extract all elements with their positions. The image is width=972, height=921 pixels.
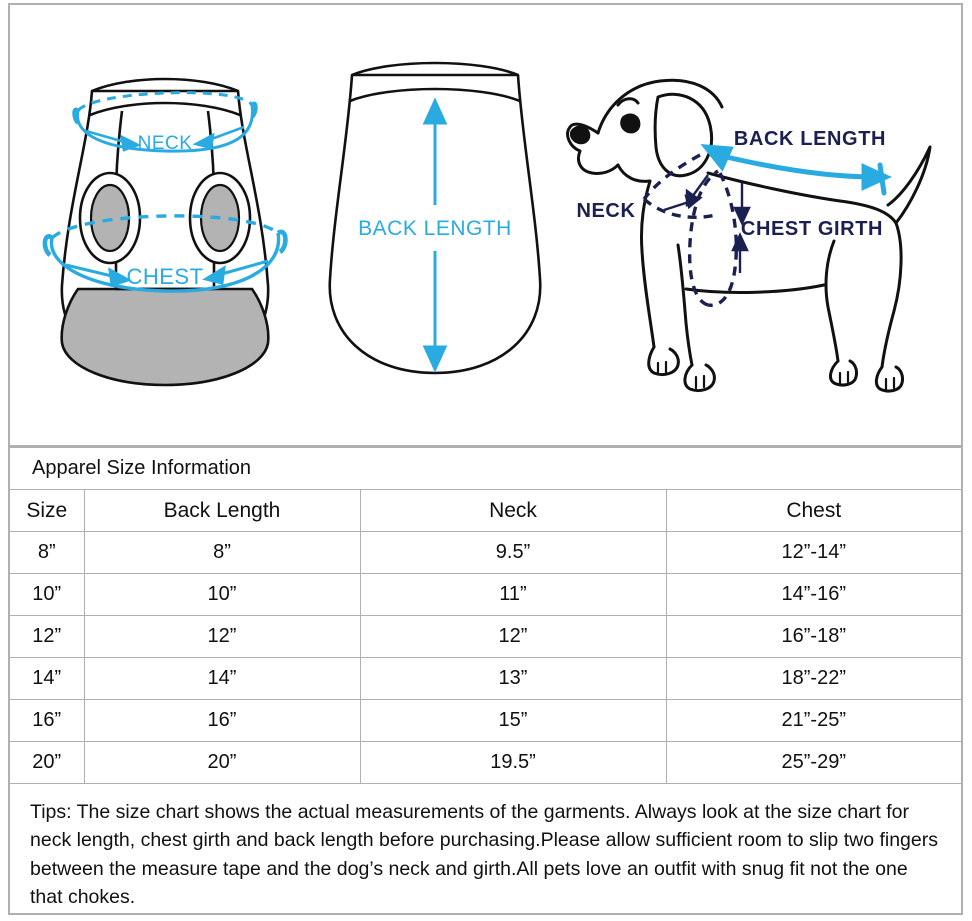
table-row (10, 700, 961, 742)
garment-back-figure (320, 53, 550, 398)
table-row (10, 574, 961, 616)
back-length-label: BACK LENGTH (358, 217, 512, 240)
leg-hole-left (80, 173, 140, 263)
table-header-row (10, 490, 961, 532)
column-header-size: Size (10, 490, 84, 532)
table-caption-row (10, 448, 961, 490)
cell-neck: 19.5” (360, 742, 666, 784)
cell-size: 16” (10, 700, 84, 742)
garment-front-svg (30, 53, 300, 393)
cell-neck: 9.5” (360, 532, 666, 574)
cell-chest: 21”-25” (666, 700, 961, 742)
size-chart-sheet (8, 3, 963, 915)
garment-back-svg (320, 53, 550, 393)
cell-back-length: 16” (84, 700, 360, 742)
cell-size: 10” (10, 574, 84, 616)
cell-chest: 16”-18” (666, 616, 961, 658)
belly-panel (62, 289, 269, 385)
cell-back-length: 20” (84, 742, 360, 784)
cell-neck: 12” (360, 616, 666, 658)
cell-size: 14” (10, 658, 84, 700)
cell-chest: 25”-29” (666, 742, 961, 784)
cell-chest: 14”-16” (666, 574, 961, 616)
dog-svg (558, 55, 958, 425)
cell-size: 8” (10, 532, 84, 574)
diagram-band (10, 5, 961, 447)
cell-size: 20” (10, 742, 84, 784)
cell-back-length: 12” (84, 616, 360, 658)
table-row (10, 532, 961, 574)
tips-text: Tips: The size chart shows the actual measurements of the garments. Always look at the size chart for neck length, chest girth and back length before purchasing.Please allow sufficient room to slip two fingers between the measure tape and the dog’s neck and girth.All pets love an outfit with snug fit not the one that chokes. (30, 801, 938, 908)
column-header-chest: Chest (666, 490, 961, 532)
table-row (10, 616, 961, 658)
cell-neck: 15” (360, 700, 666, 742)
table-row (10, 742, 961, 784)
chest-label: CHEST (126, 264, 204, 289)
table-caption: Apparel Size Information (10, 448, 961, 490)
garment-front-figure (30, 53, 300, 398)
column-header-neck: Neck (360, 490, 666, 532)
cell-chest: 12”-14” (666, 532, 961, 574)
size-table-wrap (10, 447, 961, 784)
neck-dashed-loop (644, 155, 716, 217)
cell-size: 12” (10, 616, 84, 658)
neck-label: NECK (137, 133, 193, 154)
dog-back-length-arrow (706, 147, 886, 193)
dog-back-length-label: BACK LENGTH (733, 128, 887, 150)
dog-chest-girth-label: CHEST GIRTH (740, 218, 884, 240)
cell-neck: 13” (360, 658, 666, 700)
cell-chest: 18”-22” (666, 658, 961, 700)
cell-back-length: 8” (84, 532, 360, 574)
size-table (10, 447, 961, 784)
table-row (10, 658, 961, 700)
cell-neck: 11” (360, 574, 666, 616)
dog-neck-label: NECK (576, 200, 636, 222)
dog-figure (558, 55, 958, 430)
cell-back-length: 10” (84, 574, 360, 616)
column-header-back-length: Back Length (84, 490, 360, 532)
cell-back-length: 14” (84, 658, 360, 700)
